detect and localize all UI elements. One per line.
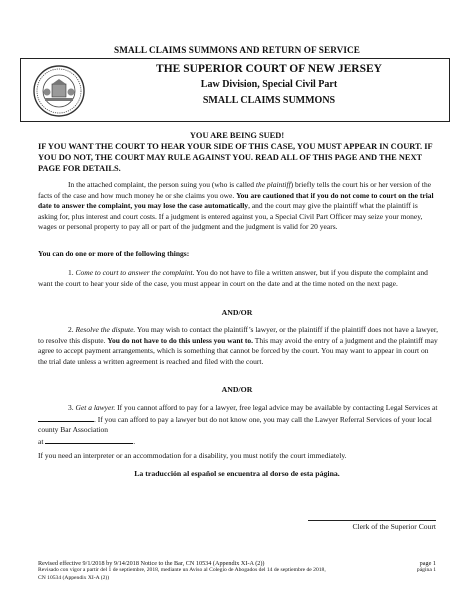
andor-2: AND/OR <box>221 385 253 394</box>
option-1-title: Come to court to answer the complaint. <box>75 268 195 277</box>
sued-heading: YOU ARE BEING SUED! <box>189 131 285 140</box>
option-2 <box>38 325 438 367</box>
options-heading: You can do one or more of the following things: <box>38 249 190 258</box>
option-3 <box>38 403 438 447</box>
intro-caution: You are cautioned that if you do not come to court on the trial date to answer the complaint, you may lose the case automatically <box>38 190 434 211</box>
page-number-es: página 1 <box>416 567 436 574</box>
bar-association-blank[interactable] <box>45 436 136 446</box>
footer-line-3: CN 10534 (Appendix XI-A (2)) <box>38 574 110 581</box>
summons-title: SMALL CLAIMS SUMMONS <box>202 95 336 106</box>
footer-line-1: Revised effective 9/1/2018 by 9/14/2018 Notice to the Bar, CN 10534 (Appendix XI-A (2)) <box>38 560 265 567</box>
clerk-signature-line <box>308 520 436 521</box>
intro-text-2: ) briefly tells the court his or her version of the facts of the case and how much money he or she claims you owe. <box>38 180 432 200</box>
sued-warning <box>38 130 436 174</box>
intro-text-1: In the attached complaint, the person suing you (who is called <box>68 180 256 189</box>
page-number-en: page 1 <box>419 560 436 567</box>
option-3-text-2: . If you can afford to pay a lawyer but do not know one, you may call the Lawyer Referral Services of your local county Bar Association <box>38 414 432 435</box>
spanish-translation-note: La traducción al español se encuentra al dorso de esta página. <box>134 469 340 478</box>
document-title: SMALL CLAIMS SUMMONS AND RETURN OF SERVICE <box>113 45 360 55</box>
interpreter-note: If you need an interpreter or an accommodation for a disability, you must notify the court immediately. <box>38 451 347 460</box>
court-title-block <box>99 63 439 106</box>
court-header <box>20 58 450 122</box>
court-seal-icon <box>33 65 85 117</box>
option-3-number: 3. <box>68 403 76 412</box>
option-2-number: 2. <box>68 325 76 334</box>
intro-text-3: , and the court may give the plaintiff what the plaintiff is asking for, plus interest and court costs. If a judgment is entered against you, a Special Civil Part Officer may seize your money, wages or personal property to pay all or part of the judgment and the judgment is valid for 20 years. <box>38 201 423 232</box>
option-2-title: Resolve the dispute. <box>75 325 136 334</box>
option-3-at: at <box>38 436 46 446</box>
option-1 <box>38 268 438 289</box>
clerk-signature-label: Clerk of the Superior Court <box>352 522 436 531</box>
footer-page-number <box>380 560 436 575</box>
option-3-period: . <box>133 436 136 446</box>
option-2-text-1: You may wish to contact the plaintiff’s lawyer, or the plaintiff if the plaintiff does not have a lawyer, to resolve this dispute. <box>38 325 438 345</box>
court-name: THE SUPERIOR COURT OF NEW JERSEY <box>156 63 382 75</box>
option-3-text-1: If you cannot afford to pay for a lawyer, free legal advice may be available by contacting Legal Services at <box>115 403 438 412</box>
court-division: Law Division, Special Civil Part <box>200 79 338 90</box>
option-3-title: Get a lawyer. <box>75 403 116 412</box>
option-1-number: 1. <box>68 268 76 277</box>
option-2-text-2: This may avoid the entry of a judgment and the plaintiff may agree to accept payment arrangements, which is something that cannot be forced by the court. You may want to appear in court on the trial date unless a written agreement is reached and filed with the court. <box>38 335 438 366</box>
footer-revision <box>38 560 378 582</box>
plaintiff-term: the plaintiff <box>255 180 291 189</box>
footer-line-2: Revisado con vigor a partir del 1 de septiembre, 2018, mediante un Aviso al Colegio de Abogados del 14 de septiembre de 2018, <box>38 567 326 574</box>
option-1-body: You do not have to file a written answer, but if you dispute the complaint and want the court to hear your side of the case, you must appear in court on the date and at the time noted on the next page. <box>38 268 428 288</box>
andor-1: AND/OR <box>221 308 253 317</box>
sued-warning-text: IF YOU WANT THE COURT TO HEAR YOUR SIDE OF THIS CASE, YOU MUST APPEAR IN COURT. IF YOU DO NOT, THE COURT MAY RULE AGAINST YOU. READ ALL OF THIS PAGE AND THE NEXT PAGE FOR DETAILS. <box>38 142 433 173</box>
option-2-emphasis: You do not have to do this unless you want to. <box>107 335 254 345</box>
intro-paragraph <box>38 180 438 233</box>
legal-services-blank[interactable] <box>38 414 94 422</box>
